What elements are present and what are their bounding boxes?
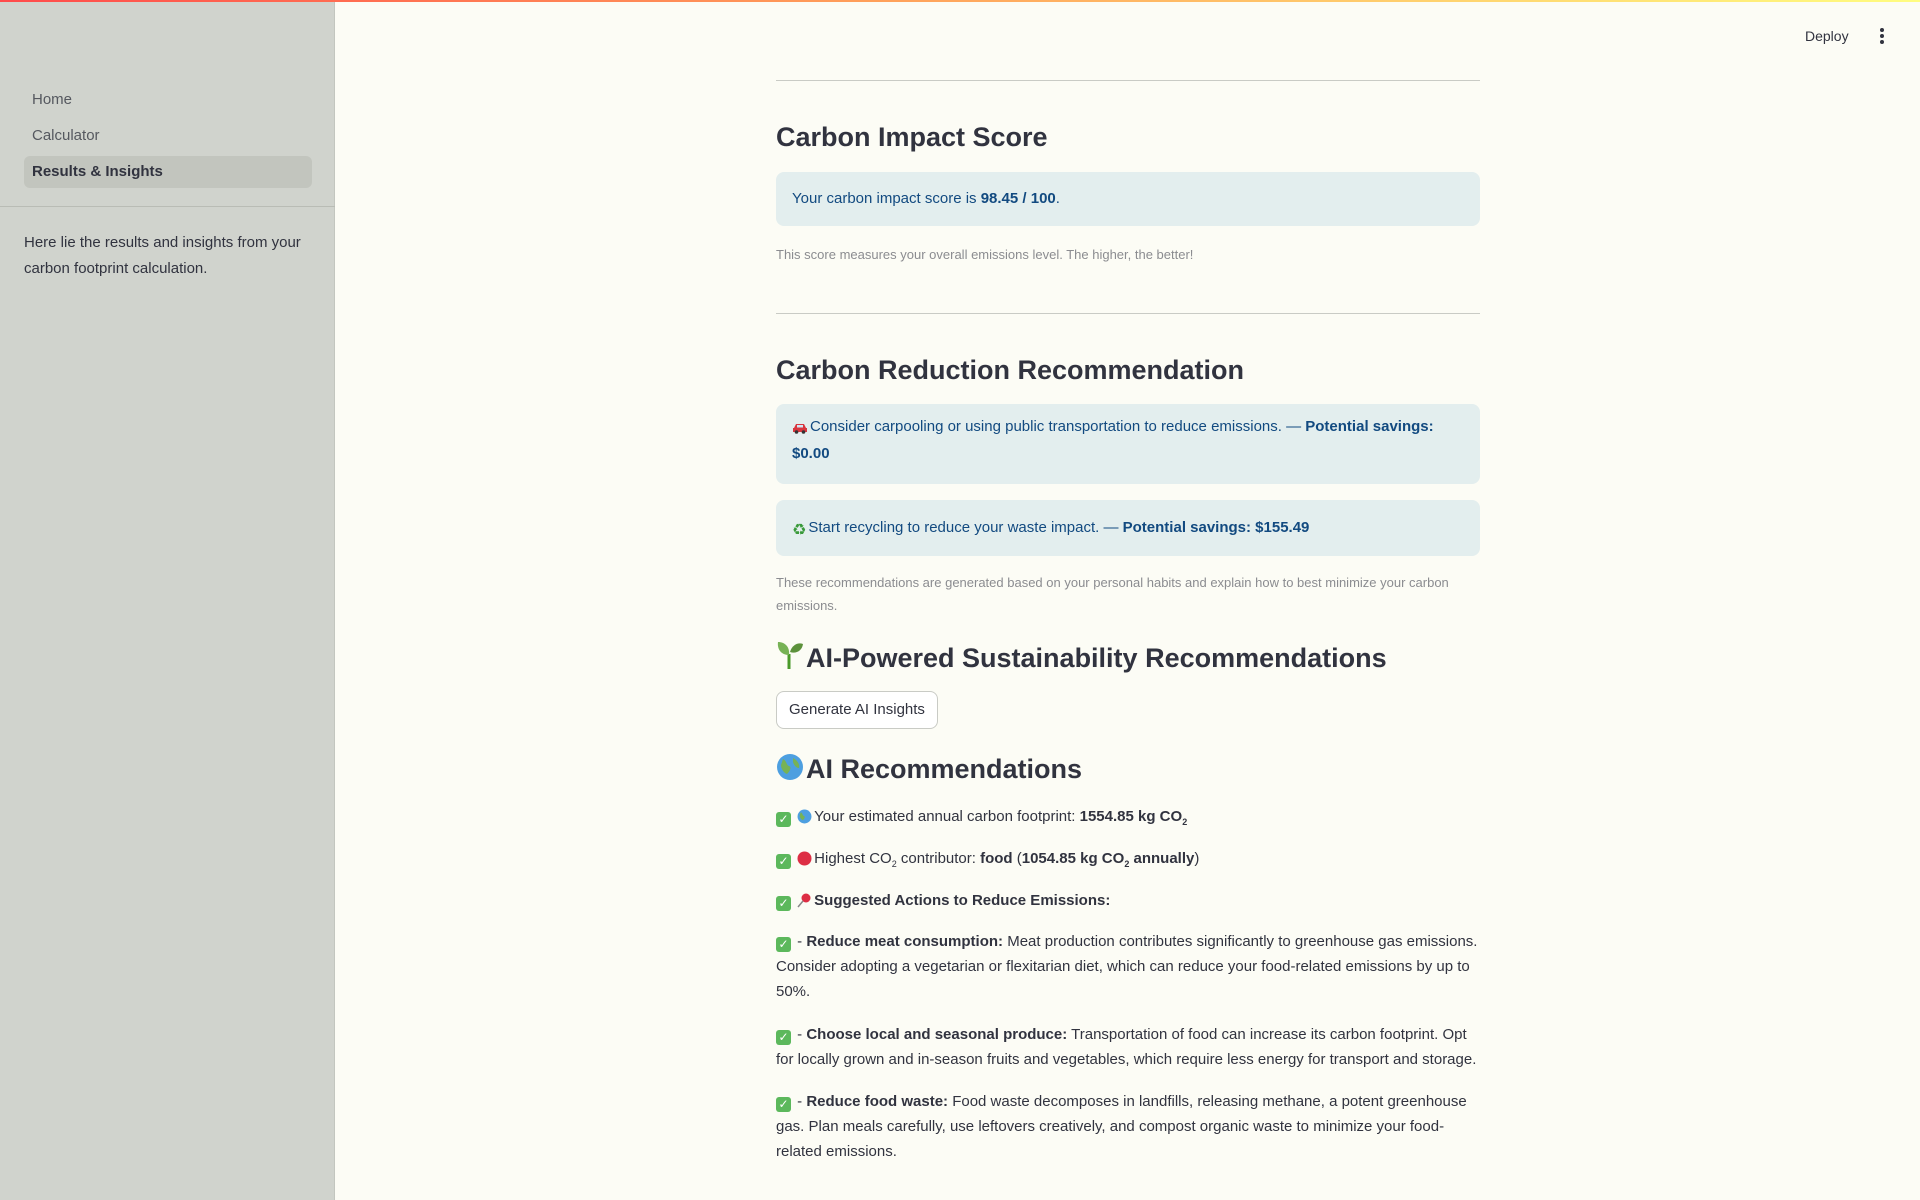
ai-results-title-text: AI Recommendations <box>806 754 1083 784</box>
more-options-icon[interactable] <box>1870 22 1894 50</box>
red-circle-icon <box>797 849 812 874</box>
reduction-item <box>776 404 1480 484</box>
footprint-line <box>776 804 1480 835</box>
actions-title-line <box>776 888 1480 916</box>
generate-ai-insights-button[interactable]: Generate AI Insights <box>776 691 938 729</box>
divider <box>776 80 1480 81</box>
contributor-line: ✓ Highest $CO_2$ contributor: food (1054.85 kg $CO_2$ annually) <box>776 846 1480 877</box>
reduction-savings: Potential savings: $155.49 <box>1122 519 1310 536</box>
globe-icon <box>797 807 812 832</box>
contributor-name: food <box>980 850 1013 867</box>
action-item: ✓ - Reduce food waste: Food waste decomposes in landfills, releasing methane, a potent greenhouse gas. Plan meals carefully, use leftovers creatively, and compost organic waste to minimize your food-related emissions. <box>776 1093 1467 1160</box>
score-info-box <box>776 172 1480 226</box>
reduction-savings: Potential savings: $0.00 <box>792 418 1434 462</box>
sidebar-divider <box>0 206 335 207</box>
score-text-prefix: Your carbon impact score is <box>792 190 981 207</box>
car-icon <box>792 418 808 442</box>
action-item: ✓ - Choose local and seasonal produce: Transportation of food can increase its carbon footprint. Opt for locally grown and in-season fruits and vegetables, which require less energy for transport and storage. <box>776 1026 1477 1068</box>
globe-icon <box>776 753 804 788</box>
ai-title-text: AI-Powered Sustainability Recommendations <box>806 643 1387 673</box>
action-item: ✓ - Reduce meat consumption: Meat production contributes significantly to greenhouse gas emissions. Consider adopting a vegetarian or flexitarian diet, which can reduce your food-related emissions by up to 50%. <box>776 933 1478 1000</box>
reduction-text: Consider carpooling or using public transportation to reduce emissions. — <box>810 418 1306 435</box>
sidebar-nav <box>24 84 312 192</box>
footprint-value: 1554.85 kg $CO_2$ <box>1079 808 1188 827</box>
sidebar-description: Here lie the results and insights from your carbon footprint calculation. <box>24 234 301 277</box>
score-title: Carbon Impact Score <box>776 122 1048 152</box>
action-text: Meat production contributes significantly to greenhouse gas emissions. Consider adopting a vegetarian or flexitarian diet, which can reduce your food-related emissions by up to 50%. <box>776 933 1478 1000</box>
sidebar-item-results-insights[interactable]: Results & Insights <box>24 156 312 188</box>
action-text: Transportation of food can increase its carbon footprint. Opt for locally grown and in-season fruits and vegetables, which require less energy for transport and storage. <box>776 1026 1477 1068</box>
check-icon: ✓ <box>776 896 791 911</box>
sidebar <box>0 0 335 1200</box>
action-title: Reduce food waste: <box>806 1093 949 1110</box>
check-icon: ✓ <box>776 1097 791 1112</box>
score-text-suffix: . <box>1055 190 1060 207</box>
pushpin-icon <box>797 891 812 916</box>
ai-title <box>776 640 1387 677</box>
reduction-item <box>776 500 1480 556</box>
check-icon: ✓ <box>776 812 791 827</box>
seedling-icon <box>776 640 804 677</box>
reduction-title: Carbon Reduction Recommendation <box>776 355 1245 385</box>
reduction-text: Start recycling to reduce your waste impact. — <box>808 519 1123 536</box>
divider <box>776 313 1480 314</box>
check-icon: ✓ <box>776 854 791 869</box>
contributor-label-suffix: contributor: <box>896 850 981 867</box>
contributor-value: 1054.85 kg $CO_2$ annually <box>1021 850 1195 869</box>
check-icon: ✓ <box>776 1030 791 1045</box>
contributor-label: Highest CO <box>814 850 892 867</box>
action-text: Food waste decomposes in landfills, releasing methane, a potent greenhouse gas. Plan meals carefully, use leftovers creatively, and compost organic waste to minimize your food-related emissions. <box>776 1093 1467 1160</box>
footprint-label: Your estimated annual carbon footprint: <box>814 808 1080 825</box>
recycle-icon: ♻ <box>792 522 807 539</box>
score-caption: This score measures your overall emissions level. The higher, the better! <box>776 247 1194 262</box>
sidebar-item-home[interactable]: Home <box>32 91 73 108</box>
reduction-caption: These recommendations are generated based on your personal habits and explain how to best minimize your carbon emissions. <box>776 575 1449 613</box>
action-title: Choose local and seasonal produce: <box>806 1026 1068 1043</box>
sidebar-item-calculator[interactable]: Calculator <box>32 127 100 144</box>
top-accent-bar <box>0 0 1920 2</box>
ai-results-title <box>776 753 1082 788</box>
check-icon: ✓ <box>776 937 791 952</box>
score-value: 98.45 / 100 <box>980 190 1056 207</box>
actions-title: Suggested Actions to Reduce Emissions: <box>814 892 1111 909</box>
action-title: Reduce meat consumption: <box>806 933 1004 950</box>
deploy-button[interactable]: Deploy <box>1805 28 1849 44</box>
